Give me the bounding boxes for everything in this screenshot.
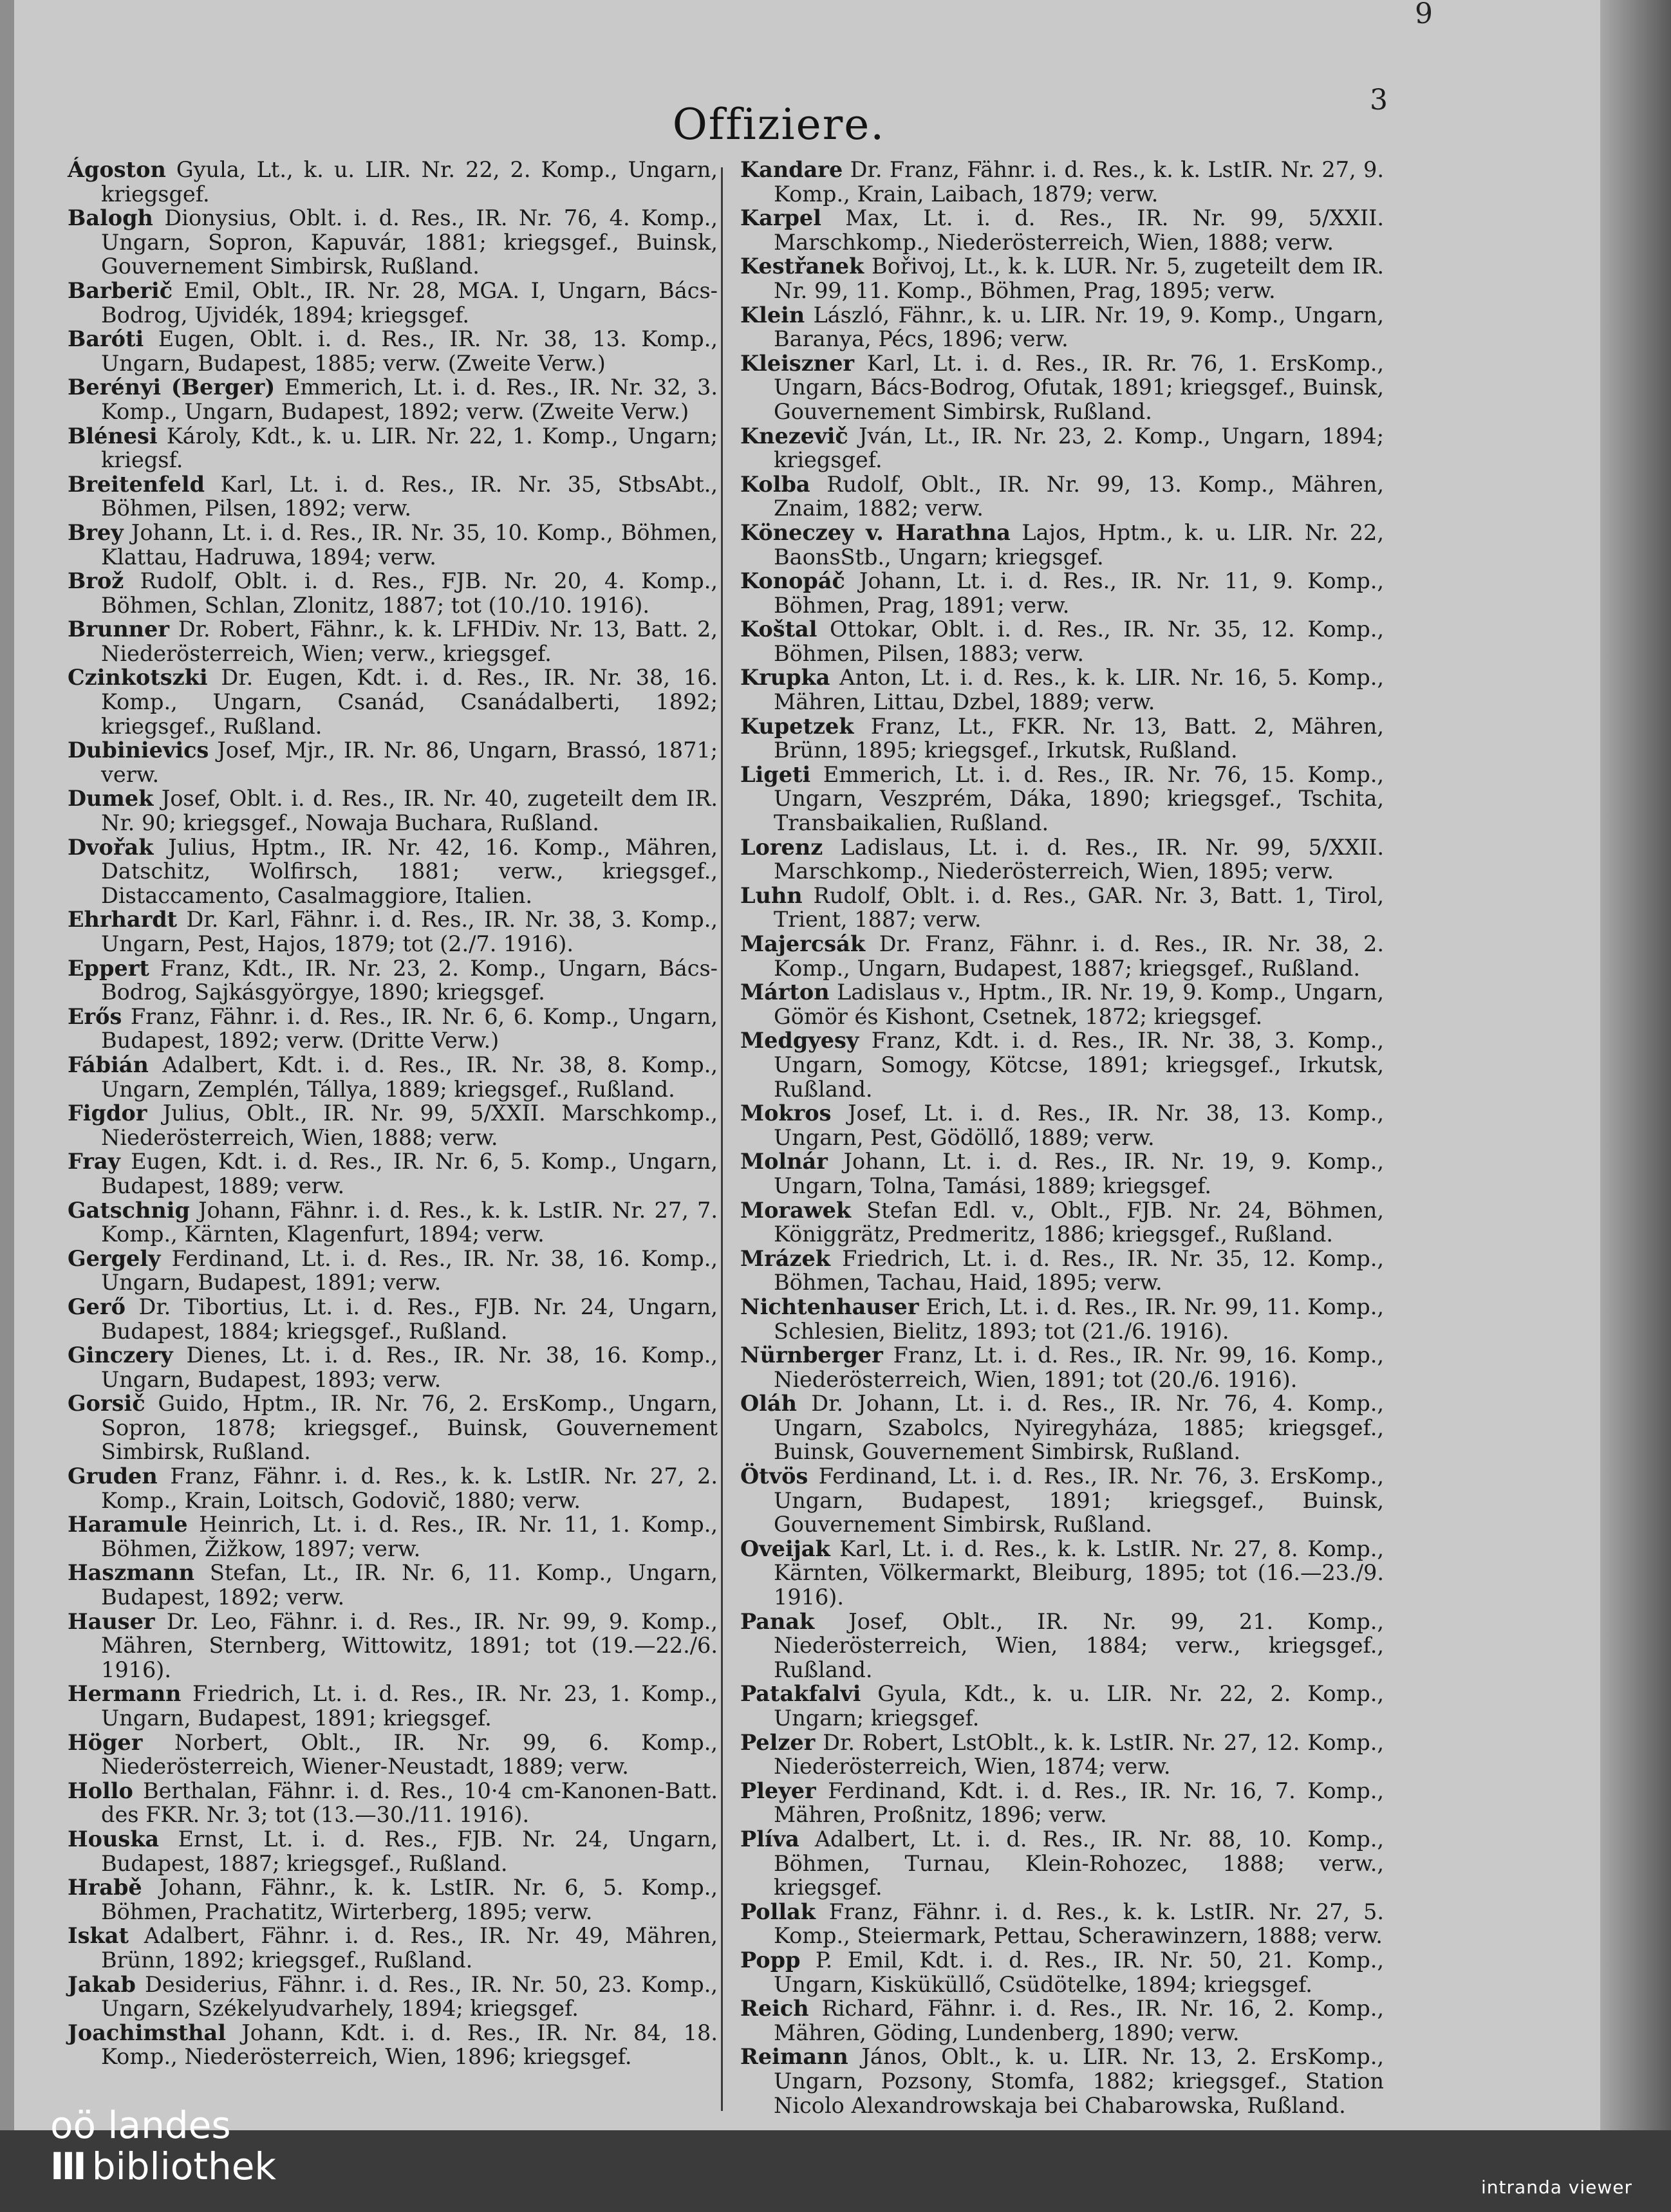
register-entry	[740, 254, 1384, 302]
entry-surname: Luhn	[740, 882, 803, 908]
register-entry	[68, 424, 718, 472]
entry-details: Desiderius, Fähnr. i. d. Res., IR. Nr. 50, 23. Komp., Ungarn, Székelyudvarhely, 1894; kriegsgef.	[101, 1971, 718, 2021]
register-entry	[740, 521, 1384, 569]
entry-details: Max, Lt. i. d. Res., IR. Nr. 99, 5/XXII. Marschkomp., Niederösterreich, Wien, 1888; verw.	[774, 205, 1384, 255]
entry-surname: Dubinievics	[68, 738, 209, 763]
entry-details: Guido, Hptm., IR. Nr. 76, 2. ErsKomp., Ungarn, Sopron, 1878; kriegsgef., Buinsk, Gouvernement Simbirsk, Rußland.	[101, 1391, 718, 1465]
entry-details: Johann, Kdt. i. d. Res., IR. Nr. 84, 18. Komp., Niederösterreich, Wien, 1896; kriegsgef.	[101, 2020, 718, 2070]
register-entry	[68, 1875, 718, 1924]
entry-surname: Baróti	[68, 326, 144, 352]
entry-details: Josef, Oblt. i. d. Res., IR. Nr. 40, zugeteilt dem IR. Nr. 90; kriegsgef., Nowaja Buchara, Rußland.	[101, 786, 718, 836]
register-entry	[740, 1391, 1384, 1464]
entry-details: Karl, Lt. i. d. Res., IR. Rr. 76, 1. ErsKomp., Ungarn, Bács-Bodrog, Ofutak, 1891; kriegsgef., Buinsk, Gouvernement Simbirsk, Rußland.	[774, 350, 1384, 424]
entry-details: Ladislaus, Lt. i. d. Res., IR. Nr. 99, 5/XXII. Marschkomp., Niederösterreich, Wien, 1895; verw.	[774, 834, 1384, 884]
register-entry	[68, 1924, 718, 1972]
register-entry	[740, 1731, 1384, 1779]
entry-surname: Hermann	[68, 1681, 182, 1707]
entry-surname: Hollo	[68, 1778, 133, 1803]
entry-surname: Czinkotszki	[68, 665, 208, 691]
entry-details: Friedrich, Lt. i. d. Res., IR. Nr. 35, 12. Komp., Böhmen, Tachau, Haid, 1895; verw.	[774, 1245, 1384, 1296]
entry-details: Ferdinand, Kdt. i. d. Res., IR. Nr. 16, 7. Komp., Mähren, Proßnitz, 1896; verw.	[774, 1778, 1384, 1828]
entry-details: Josef, Lt. i. d. Res., IR. Nr. 38, 13. Komp., Ungarn, Pest, Gödöllő, 1889; verw.	[774, 1101, 1384, 1150]
entry-surname: Karpel	[740, 205, 821, 231]
entry-details: Berthalan, Fähnr. i. d. Res., 10·4 cm-Kanonen-Batt. des FKR. Nr. 3; tot (13.—30./11. 1916).	[101, 1778, 718, 1828]
entry-surname: Ehrhardt	[68, 907, 178, 933]
register-entry	[740, 932, 1384, 980]
entry-surname: Dumek	[68, 786, 154, 812]
entry-surname: Brey	[68, 519, 124, 545]
entry-details: Ferdinand, Lt. i. d. Res., IR. Nr. 76, 3. ErsKomp., Ungarn, Budapest, 1891; kriegsgef., Buinsk, Gouvernement Simbirsk, Rußland.	[774, 1464, 1384, 1538]
entry-details: Franz, Fähnr. i. d. Res., k. k. LstIR. Nr. 27, 5. Komp., Steiermark, Pettau, Scherawinzern, 1888; verw.	[774, 1899, 1384, 1949]
entry-details: Karl, Lt. i. d. Res., IR. Nr. 35, StbsAbt., Böhmen, Pilsen, 1892; verw.	[101, 471, 718, 521]
register-entry	[740, 617, 1384, 665]
entry-details: Richard, Fähnr. i. d. Res., IR. Nr. 16, 2. Komp., Mähren, Göding, Lundenberg, 1890; verw.	[774, 1996, 1384, 2045]
entry-details: P. Emil, Kdt. i. d. Res., IR. Nr. 50, 21. Komp., Ungarn, Kisküküllő, Csüdötelke, 1894; kriegsgef.	[774, 1947, 1384, 1997]
entry-surname: Pollak	[740, 1899, 816, 1924]
entry-surname: Reimann	[740, 2044, 848, 2070]
page-edge-left	[0, 0, 14, 2130]
entry-details: Johann, Lt. i. d. Res., IR. Nr. 19, 9. Komp., Ungarn, Tolna, Tamási, 1889; kriegsgef.	[774, 1149, 1384, 1198]
entry-details: Johann, Fähnr. i. d. Res., k. k. LstIR. Nr. 27, 7. Komp., Kärnten, Klagenfurt, 1894; verw.	[101, 1197, 718, 1247]
register-entry	[740, 1900, 1384, 1948]
register-entry	[740, 714, 1384, 763]
register-entry	[740, 1149, 1384, 1198]
entry-details: Stefan, Lt., IR. Nr. 6, 11. Komp., Ungarn, Budapest, 1892; verw.	[101, 1560, 718, 1610]
entry-surname: Kupetzek	[740, 713, 854, 739]
entry-surname: Ötvös	[740, 1464, 808, 1489]
entry-surname: Nichtenhauser	[740, 1294, 919, 1319]
library-logo[interactable]	[50, 2105, 276, 2187]
register-entry	[740, 2045, 1384, 2117]
entry-surname: Knezevič	[740, 423, 848, 449]
register-entry	[68, 1005, 718, 1053]
entry-details: Franz, Kdt., IR. Nr. 23, 2. Komp., Ungarn, Bács-Bodrog, Sajkásgyörgye, 1890; kriegsgef.	[101, 955, 718, 1005]
entry-surname: Jakab	[68, 1971, 136, 1997]
register-entry	[68, 327, 718, 375]
register-entry	[740, 472, 1384, 521]
entry-details: Emmerich, Lt. i. d. Res., IR. Nr. 32, 3. Komp., Ungarn, Budapest, 1892; verw. (Zweite Verw.)	[101, 375, 718, 424]
entry-surname: Gorsič	[68, 1391, 145, 1417]
register-entry	[740, 1343, 1384, 1391]
entry-details: Ernst, Lt. i. d. Res., FJB. Nr. 24, Ungarn, Budapest, 1887; kriegsgef., Rußland.	[101, 1826, 718, 1876]
register-entry	[68, 569, 718, 617]
entry-details: Gyula, Kdt., k. u. LIR. Nr. 22, 2. Komp., Ungarn; kriegsgef.	[774, 1681, 1384, 1731]
register-entry	[740, 424, 1384, 472]
entry-details: Dr. Karl, Fähnr. i. d. Res., IR. Nr. 38, 3. Komp., Ungarn, Pest, Hajos, 1879; tot (2./7. 1916).	[101, 907, 718, 956]
register-entry	[68, 158, 718, 206]
entry-details: János, Oblt., k. u. LIR. Nr. 13, 2. ErsKomp., Ungarn, Pozsony, Stomfa, 1882; kriegsgef., Station Nicolo Alexandrowskaja bei Chabarowska, Rußland.	[774, 2044, 1384, 2118]
entry-surname: Patakfalvi	[740, 1681, 861, 1707]
page-title: Offiziere.	[672, 100, 886, 149]
entry-surname: Gruden	[68, 1464, 158, 1489]
page-number: 3	[1370, 84, 1388, 116]
entry-surname: Klein	[740, 302, 805, 328]
entry-details: Emil, Oblt., IR. Nr. 28, MGA. I, Ungarn, Bács-Bodrog, Ujvidék, 1894; kriegsgef.	[101, 277, 718, 328]
entry-details: Ladislaus v., Hptm., IR. Nr. 19, 9. Komp., Ungarn, Gömör és Kishont, Csetnek, 1872; kriegsgef.	[774, 980, 1384, 1029]
entry-surname: Plíva	[740, 1826, 799, 1852]
register-entry	[68, 279, 718, 327]
register-entry	[740, 1101, 1384, 1149]
entry-details: Anton, Lt. i. d. Res., k. k. LIR. Nr. 16, 5. Komp., Mähren, Littau, Dzbel, 1889; verw.	[774, 665, 1384, 715]
entry-details: Dr. Robert, Fähnr., k. k. LFHDiv. Nr. 13, Batt. 2, Niederösterreich, Wien; verw., kriegsgef.	[101, 617, 718, 666]
entry-details: László, Fähnr., k. u. LIR. Nr. 19, 9. Komp., Ungarn, Baranya, Pécs, 1896; verw.	[774, 302, 1384, 352]
register-entry	[68, 617, 718, 665]
entry-details: Johann, Lt. i. d. Res., IR. Nr. 35, 10. Komp., Böhmen, Klattau, Hadruwa, 1894; verw.	[101, 519, 718, 570]
register-entry	[740, 1295, 1384, 1343]
entry-details: Ferdinand, Lt. i. d. Res., IR. Nr. 38, 16. Komp., Ungarn, Budapest, 1891; verw.	[101, 1245, 718, 1296]
entry-details: Friedrich, Lt. i. d. Res., IR. Nr. 23, 1. Komp., Ungarn, Budapest, 1891; kriegsgef.	[101, 1681, 718, 1731]
entry-surname: Krupka	[740, 665, 830, 691]
entry-surname: Hrabě	[68, 1875, 142, 1901]
register-entry	[68, 1198, 718, 1247]
entry-details: Dr. Franz, Fähnr. i. d. Res., IR. Nr. 38, 2. Komp., Ungarn, Budapest, 1887; kriegsgef., Rußland.	[774, 931, 1384, 981]
entry-surname: Dvořak	[68, 834, 154, 860]
register-entry	[740, 1537, 1384, 1610]
register-entry	[740, 158, 1384, 206]
entry-surname: Kestřanek	[740, 254, 864, 279]
entry-details: Franz, Fähnr. i. d. Res., IR. Nr. 6, 6. Komp., Ungarn, Budapest, 1892; verw. (Dritte Verw.)	[101, 1003, 718, 1054]
entry-surname: Nürnberger	[740, 1343, 883, 1368]
entry-details: Franz, Kdt. i. d. Res., IR. Nr. 38, 3. Komp., Ungarn, Somogy, Kötcse, 1891; kriegsgef., Irkutsk, Rußland.	[774, 1028, 1384, 1102]
entry-details: Norbert, Oblt., IR. Nr. 99, 6. Komp., Niederösterreich, Wiener-Neustadt, 1889; verw.	[101, 1729, 718, 1780]
entry-surname: Haszmann	[68, 1560, 195, 1586]
entry-surname: Ágoston	[68, 157, 166, 182]
register-entry	[68, 375, 718, 423]
register-entry	[740, 835, 1384, 884]
entry-surname: Houska	[68, 1826, 160, 1852]
entry-surname: Blénesi	[68, 423, 158, 449]
register-entry	[740, 884, 1384, 932]
entry-surname: Brunner	[68, 617, 169, 642]
register-entry	[68, 1561, 718, 1609]
entry-surname: Popp	[740, 1947, 801, 1973]
entry-surname: Eppert	[68, 955, 149, 981]
register-entry	[68, 2021, 718, 2069]
entry-surname: Medgyesy	[740, 1028, 859, 1054]
logo-line-2: bibliothek	[91, 2144, 276, 2188]
entry-surname: Ligeti	[740, 761, 811, 787]
logo-line-1: oö landes	[50, 2103, 231, 2147]
register-entry	[740, 206, 1384, 254]
register-entry	[68, 1343, 718, 1391]
register-entry	[68, 1247, 718, 1295]
register-entry	[68, 835, 718, 908]
entry-surname: Gerő	[68, 1294, 126, 1319]
entry-surname: Pleyer	[740, 1778, 816, 1803]
register-entry	[740, 1827, 1384, 1900]
register-entry	[68, 1149, 718, 1198]
entry-details: Josef, Oblt., IR. Nr. 99, 21. Komp., Niederösterreich, Wien, 1884; verw., kriegsgef., Rußland.	[774, 1608, 1384, 1682]
entry-surname: Ginczery	[68, 1343, 173, 1368]
corner-mark: 9	[1415, 0, 1433, 30]
register-entry	[68, 956, 718, 1005]
register-entry	[740, 569, 1384, 617]
entry-surname: Lorenz	[740, 834, 823, 860]
entry-details: Franz, Lt., FKR. Nr. 13, Batt. 2, Mähren, Brünn, 1895; kriegsgef., Irkutsk, Rußland.	[774, 713, 1384, 763]
entry-surname: Gatschnig	[68, 1197, 190, 1223]
register-entry	[740, 1464, 1384, 1537]
register-entry	[740, 1247, 1384, 1295]
entry-details: Julius, Hptm., IR. Nr. 42, 16. Komp., Mähren, Datschitz, Wolfirsch, 1881; verw., kriegsgef., Distaccamento, Casalmaggiore, Italien.	[101, 834, 718, 908]
entry-details: Gyula, Lt., k. u. LIR. Nr. 22, 2. Komp., Ungarn, kriegsgef.	[101, 157, 718, 207]
register-entry	[740, 763, 1384, 835]
register-entry	[68, 1682, 718, 1730]
entry-details: Erich, Lt. i. d. Res., IR. Nr. 99, 11. Komp., Schlesien, Bielitz, 1893; tot (21./6. 1916).	[774, 1294, 1384, 1344]
entry-surname: Majercsák	[740, 931, 866, 956]
entry-details: Dr. Leo, Fähnr. i. d. Res., IR. Nr. 99, 9. Komp., Mähren, Sternberg, Wittowitz, 1891; tot (19.—22./6. 1916).	[101, 1608, 718, 1682]
entry-details: Rudolf, Oblt., IR. Nr. 99, 13. Komp., Mähren, Znaim, 1882; verw.	[774, 471, 1384, 521]
register-entry	[740, 1996, 1384, 2045]
entry-details: Dr. Franz, Fähnr. i. d. Res., k. k. LstIR. Nr. 27, 9. Komp., Krain, Laibach, 1879; verw.	[774, 157, 1384, 207]
register-entry	[68, 1610, 718, 1682]
entry-details: Franz, Lt. i. d. Res., IR. Nr. 99, 16. Komp., Niederösterreich, Wien, 1891; tot (20./6. 1916).	[774, 1343, 1384, 1392]
register-entry	[740, 303, 1384, 351]
register-entry	[740, 1028, 1384, 1101]
entry-details: Dr. Robert, LstOblt., k. k. LstIR. Nr. 27, 12. Komp., Niederösterreich, Wien, 1874; verw.	[774, 1729, 1384, 1780]
entry-details: Adalbert, Fähnr. i. d. Res., IR. Nr. 49, Mähren, Brünn, 1892; kriegsgef., Rußland.	[101, 1923, 718, 1973]
entry-details: Dienes, Lt. i. d. Res., IR. Nr. 38, 16. Komp., Ungarn, Budapest, 1893; verw.	[101, 1343, 718, 1392]
entry-surname: Brož	[68, 568, 124, 594]
entry-surname: Kandare	[740, 157, 843, 182]
entry-details: Rudolf, Oblt. i. d. Res., FJB. Nr. 20, 4. Komp., Böhmen, Schlan, Zlonitz, 1887; tot (10./10. 1916).	[101, 568, 718, 618]
entry-surname: Kolba	[740, 471, 810, 497]
entry-surname: Molnár	[740, 1149, 828, 1175]
entry-details: Dr. Johann, Lt. i. d. Res., IR. Nr. 76, 4. Komp., Ungarn, Szabolcs, Nyiregyháza, 1885; kriegsgef., Buinsk, Gouvernement Simbirsk, Rußland.	[774, 1391, 1384, 1465]
register-entry	[68, 206, 718, 279]
entry-details: Bořivoj, Lt., k. k. LUR. Nr. 5, zugeteilt dem IR. Nr. 99, 11. Komp., Böhmen, Prag, 1895; verw.	[774, 254, 1384, 303]
entry-details: Eugen, Kdt. i. d. Res., IR. Nr. 6, 5. Komp., Ungarn, Budapest, 1889; verw.	[101, 1149, 718, 1198]
register-entry	[68, 521, 718, 569]
entry-details: Eugen, Oblt. i. d. Res., IR. Nr. 38, 13. Komp., Ungarn, Budapest, 1885; verw. (Zweite Verw.)	[101, 326, 718, 376]
entry-surname: Erős	[68, 1003, 122, 1029]
entry-details: Ottokar, Oblt. i. d. Res., IR. Nr. 35, 12. Komp., Böhmen, Pilsen, 1883; verw.	[774, 617, 1384, 666]
entry-surname: Kleiszner	[740, 350, 855, 376]
left-column	[68, 158, 718, 2069]
entry-surname: Oveijak	[740, 1536, 830, 1561]
entry-details: Karl, Lt. i. d. Res., k. k. LstIR. Nr. 27, 8. Komp., Kärnten, Völkermarkt, Bleiburg, 1895; tot (16.—23./9. 1916).	[774, 1536, 1384, 1610]
entry-surname: Figdor	[68, 1101, 147, 1126]
register-entry	[68, 907, 718, 956]
column-divider	[721, 167, 723, 2111]
entry-surname: Haramule	[68, 1512, 188, 1538]
entry-details: Dr. Tibortius, Lt. i. d. Res., FJB. Nr. 24, Ungarn, Budapest, 1884; kriegsgef., Rußland.	[101, 1294, 718, 1344]
register-entry	[740, 665, 1384, 714]
register-entry	[740, 1198, 1384, 1247]
register-entry	[68, 1973, 718, 2021]
entry-surname: Mrázek	[740, 1245, 830, 1271]
register-entry	[740, 1948, 1384, 1996]
entry-surname: Oláh	[740, 1391, 797, 1417]
viewer-label[interactable]: intranda viewer	[1481, 2177, 1632, 2198]
register-entry	[740, 1610, 1384, 1682]
entry-details: Adalbert, Kdt. i. d. Res., IR. Nr. 38, 8. Komp., Ungarn, Zemplén, Tállya, 1889; kriegsgef., Rußland.	[101, 1052, 718, 1102]
entry-surname: Reich	[740, 1996, 809, 2021]
entry-details: Heinrich, Lt. i. d. Res., IR. Nr. 11, 1. Komp., Böhmen, Žižkow, 1897; verw.	[101, 1512, 718, 1561]
register-entry	[740, 1779, 1384, 1827]
entry-surname: Gergely	[68, 1245, 161, 1271]
entry-surname: Berényi (Berger)	[68, 375, 275, 400]
register-entry	[68, 1512, 718, 1561]
entry-surname: Joachimsthal	[68, 2020, 226, 2045]
entry-details: Franz, Fähnr. i. d. Res., k. k. LstIR. Nr. 27, 2. Komp., Krain, Loitsch, Godovič, 1880; verw.	[101, 1464, 718, 1513]
register-entry	[740, 980, 1384, 1028]
entry-details: Stefan Edl. v., Oblt., FJB. Nr. 24, Böhmen, Königgrätz, Predmeritz, 1886; kriegsgef., Rußland.	[774, 1197, 1384, 1247]
entry-details: Dionysius, Oblt. i. d. Res., IR. Nr. 76, 4. Komp., Ungarn, Sopron, Kapuvár, 1881; kriegsgef., Buinsk, Gouvernement Simbirsk, Rußland.	[101, 205, 718, 279]
right-column	[740, 158, 1384, 2117]
entry-surname: Barberič	[68, 277, 173, 303]
entry-surname: Iskat	[68, 1923, 129, 1949]
entry-surname: Köneczey v. Harathna	[740, 519, 1011, 545]
register-entry	[68, 738, 718, 786]
entry-details: Lajos, Hptm., k. u. LIR. Nr. 22, BaonsStb., Ungarn; kriegsgef.	[774, 519, 1384, 570]
page-edge-right	[1600, 0, 1671, 2130]
entry-details: Dr. Eugen, Kdt. i. d. Res., IR. Nr. 38, 16. Komp., Ungarn, Csanád, Csanádalberti, 1892; kriegsgef., Rußland.	[101, 665, 718, 739]
register-entry	[68, 786, 718, 835]
register-entry	[740, 1682, 1384, 1730]
entry-details: Johann, Fähnr., k. k. LstIR. Nr. 6, 5. Komp., Böhmen, Prachatitz, Wirterberg, 1895; verw.	[101, 1875, 718, 1924]
register-entry	[68, 665, 718, 738]
register-entry	[68, 1295, 718, 1343]
entry-details: Josef, Mjr., IR. Nr. 86, Ungarn, Brassó, 1871; verw.	[101, 738, 718, 787]
entry-details: Károly, Kdt., k. u. LIR. Nr. 22, 1. Komp., Ungarn; kriegsf.	[101, 423, 718, 473]
entry-details: Adalbert, Lt. i. d. Res., IR. Nr. 88, 10. Komp., Böhmen, Turnau, Klein-Rohozec, 1888; verw., kriegsgef.	[774, 1826, 1384, 1901]
entry-surname: Pelzer	[740, 1729, 816, 1755]
entry-surname: Koštal	[740, 617, 817, 642]
entry-surname: Breitenfeld	[68, 471, 205, 497]
entry-surname: Mokros	[740, 1101, 832, 1126]
entry-surname: Morawek	[740, 1197, 852, 1223]
register-entry	[68, 1464, 718, 1512]
register-entry	[68, 472, 718, 521]
register-entry	[68, 1391, 718, 1464]
entry-surname: Fábián	[68, 1052, 149, 1077]
entry-details: Rudolf, Oblt. i. d. Res., GAR. Nr. 3, Batt. 1, Tirol, Trient, 1887; verw.	[774, 882, 1384, 933]
entry-surname: Hauser	[68, 1608, 155, 1634]
entry-details: Emmerich, Lt. i. d. Res., IR. Nr. 76, 15. Komp., Ungarn, Veszprém, Dáka, 1890; kriegsgef., Tschita, Transbaikalien, Rußland.	[774, 761, 1384, 836]
entry-details: Julius, Oblt., IR. Nr. 99, 5/XXII. Marschkomp., Niederösterreich, Wien, 1888; verw.	[101, 1101, 718, 1150]
register-entry	[68, 1779, 718, 1827]
entry-surname: Panak	[740, 1608, 815, 1634]
entry-surname: Höger	[68, 1729, 143, 1755]
entry-surname: Márton	[740, 980, 830, 1005]
register-entry	[68, 1827, 718, 1875]
register-entry	[68, 1053, 718, 1101]
entry-surname: Balogh	[68, 205, 153, 231]
entry-surname: Konopáč	[740, 568, 845, 594]
register-entry	[68, 1101, 718, 1149]
entry-details: Jván, Lt., IR. Nr. 23, 2. Komp., Ungarn, 1894; kriegsgef.	[774, 423, 1384, 473]
logo-bars-icon: III	[50, 2144, 84, 2188]
register-entry	[68, 1731, 718, 1779]
entry-surname: Fray	[68, 1149, 121, 1175]
entry-details: Johann, Lt. i. d. Res., IR. Nr. 11, 9. Komp., Böhmen, Prag, 1891; verw.	[774, 568, 1384, 618]
register-entry	[740, 351, 1384, 424]
